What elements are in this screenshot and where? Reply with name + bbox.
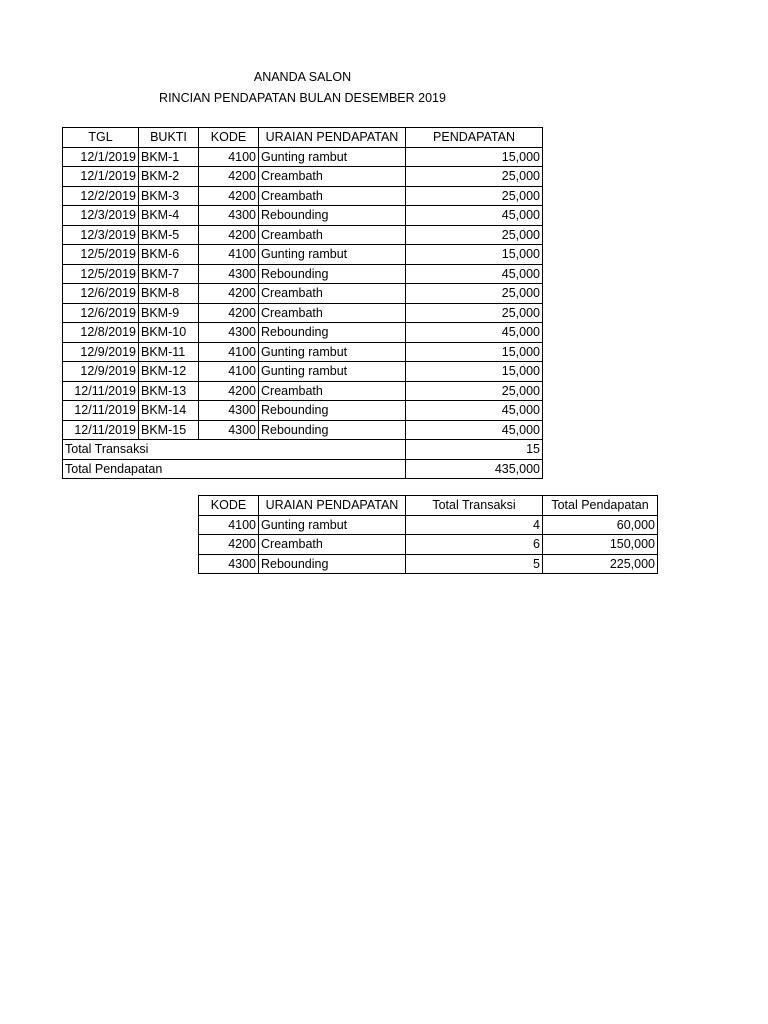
- cell-kode: 4100: [199, 245, 259, 265]
- column-header-bukti: BUKTI: [139, 128, 199, 148]
- table-row: [63, 342, 543, 362]
- cell-uraian: Creambath: [259, 225, 406, 245]
- cell-tgl: 12/3/2019: [63, 206, 139, 226]
- summary-row: [199, 554, 658, 574]
- table-header-row: [63, 128, 543, 148]
- company-title: ANANDA SALON: [253, 70, 352, 84]
- summary-cell-total-transaksi: 4: [406, 515, 543, 535]
- cell-bukti: BKM-13: [139, 381, 199, 401]
- cell-bukti: BKM-5: [139, 225, 199, 245]
- table-row: [63, 186, 543, 206]
- cell-kode: 4300: [199, 206, 259, 226]
- cell-pendapatan: 15,000: [406, 362, 543, 382]
- cell-kode: 4200: [199, 225, 259, 245]
- cell-kode: 4200: [199, 186, 259, 206]
- income-detail-table: [62, 127, 543, 479]
- cell-uraian: Rebounding: [259, 420, 406, 440]
- cell-uraian: Rebounding: [259, 264, 406, 284]
- cell-bukti: BKM-6: [139, 245, 199, 265]
- cell-bukti: BKM-14: [139, 401, 199, 421]
- cell-kode: 4200: [199, 303, 259, 323]
- table-row: [63, 147, 543, 167]
- cell-pendapatan: 25,000: [406, 381, 543, 401]
- cell-tgl: 12/2/2019: [63, 186, 139, 206]
- cell-uraian: Gunting rambut: [259, 342, 406, 362]
- cell-kode: 4200: [199, 167, 259, 187]
- table-row: [63, 264, 543, 284]
- summary-cell-uraian: Creambath: [259, 535, 406, 555]
- cell-kode: 4300: [199, 420, 259, 440]
- cell-kode: 4200: [199, 284, 259, 304]
- cell-kode: 4300: [199, 323, 259, 343]
- report-subtitle: RINCIAN PENDAPATAN BULAN DESEMBER 2019: [159, 91, 446, 105]
- cell-bukti: BKM-11: [139, 342, 199, 362]
- income-summary-table: [198, 495, 658, 574]
- cell-bukti: BKM-2: [139, 167, 199, 187]
- total-pendapatan-row: [63, 459, 543, 479]
- total-transaksi-label: Total Transaksi: [63, 440, 406, 460]
- cell-pendapatan: 25,000: [406, 284, 543, 304]
- cell-uraian: Rebounding: [259, 401, 406, 421]
- cell-tgl: 12/9/2019: [63, 362, 139, 382]
- cell-tgl: 12/9/2019: [63, 342, 139, 362]
- cell-bukti: BKM-1: [139, 147, 199, 167]
- cell-pendapatan: 45,000: [406, 206, 543, 226]
- column-header-tgl: TGL: [63, 128, 139, 148]
- cell-pendapatan: 15,000: [406, 342, 543, 362]
- cell-pendapatan: 25,000: [406, 225, 543, 245]
- table-row: [63, 167, 543, 187]
- summary-header-row: [199, 496, 658, 516]
- cell-bukti: BKM-10: [139, 323, 199, 343]
- cell-tgl: 12/8/2019: [63, 323, 139, 343]
- cell-bukti: BKM-7: [139, 264, 199, 284]
- total-transaksi-value: 15: [406, 440, 543, 460]
- summary-row: [199, 535, 658, 555]
- cell-pendapatan: 25,000: [406, 303, 543, 323]
- summary-header-uraian: URAIAN PENDAPATAN: [259, 496, 406, 516]
- table-row: [63, 245, 543, 265]
- cell-kode: 4100: [199, 147, 259, 167]
- cell-pendapatan: 15,000: [406, 245, 543, 265]
- cell-uraian: Creambath: [259, 167, 406, 187]
- cell-pendapatan: 45,000: [406, 401, 543, 421]
- cell-uraian: Creambath: [259, 284, 406, 304]
- summary-cell-kode: 4100: [199, 515, 259, 535]
- cell-pendapatan: 45,000: [406, 264, 543, 284]
- summary-row: [199, 515, 658, 535]
- cell-uraian: Rebounding: [259, 206, 406, 226]
- cell-kode: 4300: [199, 401, 259, 421]
- summary-cell-total-pendapatan: 60,000: [543, 515, 658, 535]
- table-row: [63, 323, 543, 343]
- cell-tgl: 12/5/2019: [63, 245, 139, 265]
- cell-bukti: BKM-9: [139, 303, 199, 323]
- total-transaksi-row: [63, 440, 543, 460]
- cell-uraian: Gunting rambut: [259, 362, 406, 382]
- cell-tgl: 12/6/2019: [63, 284, 139, 304]
- cell-tgl: 12/11/2019: [63, 381, 139, 401]
- cell-tgl: 12/1/2019: [63, 147, 139, 167]
- cell-tgl: 12/6/2019: [63, 303, 139, 323]
- summary-cell-total-pendapatan: 225,000: [543, 554, 658, 574]
- summary-header-total-pendapatan: Total Pendapatan: [543, 496, 658, 516]
- table-row: [63, 284, 543, 304]
- cell-tgl: 12/1/2019: [63, 167, 139, 187]
- cell-tgl: 12/11/2019: [63, 420, 139, 440]
- cell-bukti: BKM-8: [139, 284, 199, 304]
- cell-uraian: Creambath: [259, 186, 406, 206]
- summary-cell-uraian: Rebounding: [259, 554, 406, 574]
- cell-pendapatan: 25,000: [406, 186, 543, 206]
- cell-kode: 4200: [199, 381, 259, 401]
- total-pendapatan-label: Total Pendapatan: [63, 459, 406, 479]
- cell-bukti: BKM-15: [139, 420, 199, 440]
- summary-cell-total-transaksi: 5: [406, 554, 543, 574]
- table-row: [63, 225, 543, 245]
- summary-cell-uraian: Gunting rambut: [259, 515, 406, 535]
- cell-uraian: Gunting rambut: [259, 147, 406, 167]
- summary-header-total-transaksi: Total Transaksi: [406, 496, 543, 516]
- summary-cell-total-pendapatan: 150,000: [543, 535, 658, 555]
- cell-tgl: 12/11/2019: [63, 401, 139, 421]
- column-header-uraian: URAIAN PENDAPATAN: [259, 128, 406, 148]
- table-row: [63, 401, 543, 421]
- cell-uraian: Creambath: [259, 381, 406, 401]
- cell-uraian: Rebounding: [259, 323, 406, 343]
- cell-kode: 4100: [199, 342, 259, 362]
- cell-uraian: Gunting rambut: [259, 245, 406, 265]
- table-row: [63, 420, 543, 440]
- cell-pendapatan: 25,000: [406, 167, 543, 187]
- column-header-kode: KODE: [199, 128, 259, 148]
- income-detail-rows: [63, 147, 543, 440]
- table-row: [63, 206, 543, 226]
- cell-pendapatan: 15,000: [406, 147, 543, 167]
- table-row: [63, 303, 543, 323]
- cell-tgl: 12/3/2019: [63, 225, 139, 245]
- summary-cell-total-transaksi: 6: [406, 535, 543, 555]
- cell-tgl: 12/5/2019: [63, 264, 139, 284]
- cell-kode: 4300: [199, 264, 259, 284]
- cell-bukti: BKM-4: [139, 206, 199, 226]
- summary-cell-kode: 4300: [199, 554, 259, 574]
- total-pendapatan-value: 435,000: [406, 459, 543, 479]
- cell-pendapatan: 45,000: [406, 323, 543, 343]
- summary-cell-kode: 4200: [199, 535, 259, 555]
- table-row: [63, 381, 543, 401]
- cell-uraian: Creambath: [259, 303, 406, 323]
- cell-bukti: BKM-12: [139, 362, 199, 382]
- table-row: [63, 362, 543, 382]
- column-header-pendapatan: PENDAPATAN: [406, 128, 543, 148]
- cell-pendapatan: 45,000: [406, 420, 543, 440]
- cell-bukti: BKM-3: [139, 186, 199, 206]
- income-summary-rows: [199, 515, 658, 574]
- cell-kode: 4100: [199, 362, 259, 382]
- summary-header-kode: KODE: [199, 496, 259, 516]
